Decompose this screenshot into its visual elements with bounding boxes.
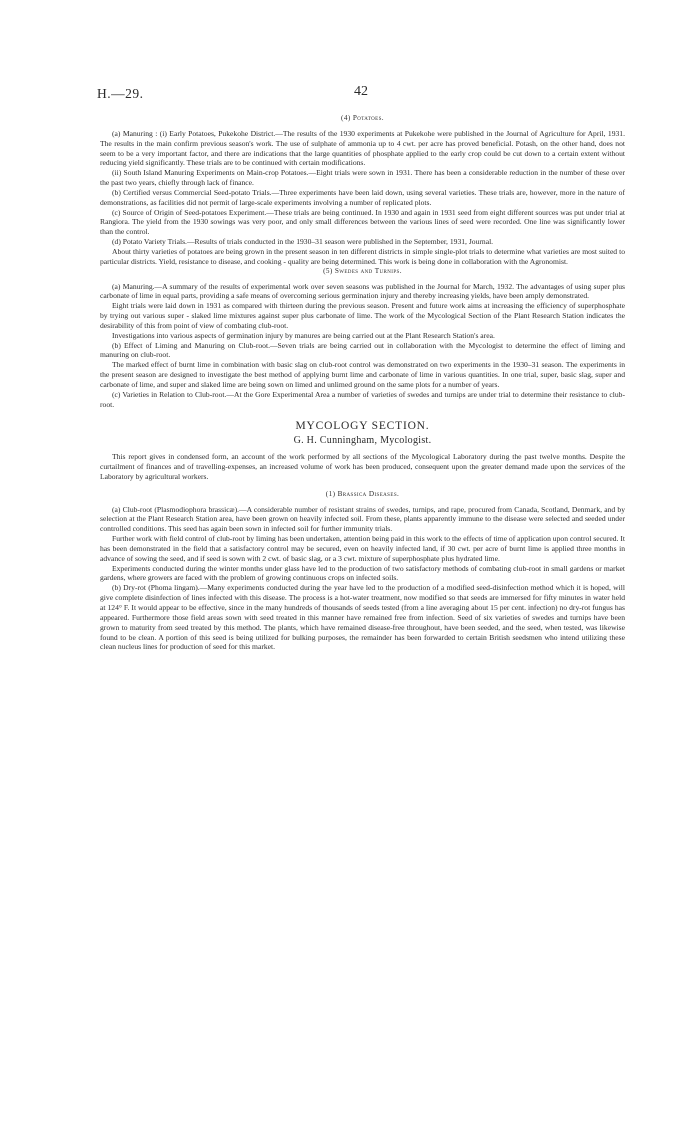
paragraph: (d) Potato Variety Trials.—Results of trials conducted in the 1930–31 season were published in the September, 1931, Journal. (112, 237, 494, 247)
parliamentary-paper-reference: H.—29. (97, 86, 144, 101)
paragraph: (b) Effect of Liming and Manuring on Club-root.—Seven trials are being carried out in collaboration with the Mycologist to determine the effect of liming and manuring on club-root. (100, 340, 625, 360)
paragraph: Eight trials were laid down in 1931 as compared with thirteen during the previous season. Present and future work aims at increasing the efficiency of superphosphate by trying out various super - slaked lime mixtures against super plus carbonate of lime. The work of the Mycological Section of the Plant Research Station indicates the desirability of this from point of view of combating club-root. (100, 301, 625, 330)
paragraph: Investigations into various aspects of germination injury by manures are being carried out at the Plant Research Station's area. (112, 330, 495, 340)
paragraph: (a) Club-root (Plasmodiophora brassicæ).—A considerable number of resistant strains of swedes, turnips, and rape, procured from Canada, Scotland, Denmark, and by selection at the Plant Research Station area, have been grown on heavily infected soil. From these, plants apparently immune to the disease were selected and seeded under controlled conditions. This seed has again been sown in infected soil for further immunity trials. (100, 504, 625, 534)
page-number: 42 (354, 84, 368, 99)
paragraph: Further work with field control of club-root by liming has been undertaken, attention being paid in this work to the effects of time of application upon control secured. It has been demonstrated in the field that a satisfactory control may be secured, even on heavily infected land, if 30 cwt. per acre of burnt lime is applied three months in advance of sowing the seed, and if seed is sown with 2 cwt. of basic slag, or a 3 cwt. mixture of superphosphate plus hydrated lime. (100, 534, 625, 563)
paragraph: Experiments conducted during the winter months under glass have led to the production of two satisfactory methods of combating club-root in small gardens or market gardens, where growers are faced with the problem of growing continuous crops on infected soils. (100, 563, 625, 583)
potatoes-heading: (4) Potatoes. (341, 114, 384, 122)
paragraph: The marked effect of burnt lime in combination with basic slag on club-root control was demonstrated on two experiments in the 1930–31 season. The experiments in the present season are designed to investigate the best method of applying burnt lime and carbonate of lime in various quantities. In one trial, super, basic slag, super and carbonate of lime, and super and slaked lime are being sown on limed and unlimed ground on the same plots for a number of years. (100, 360, 625, 389)
swedes-turnips-heading: (5) Swedes and Turnips. (323, 266, 402, 275)
paragraph: (b) Certified versus Commercial Seed-potato Trials.—Three experiments have been laid down, using several varieties. These trials are, however, more in the nature of demonstrations, as facilities did not permit of large-scale experiments involving a number of replicated plots. (100, 187, 625, 207)
paragraph: (c) Varieties in Relation to Club-root.—At the Gore Experimental Area a number of varieties of swedes and turnips are under trial to determine their resistance to club-root. (100, 389, 625, 409)
paragraph: About thirty varieties of potatoes are being grown in the present season in ten different districts in simple single-plot trials to determine what varieties are most suited to particular districts. Yield, resistance to disease, and cooking - quality are being determined. This work is being done in collaboration with the Agronomist. (100, 246, 625, 266)
brassica-diseases-heading: (1) Brassica Diseases. (325, 489, 400, 498)
paragraph: (ii) South Island Manuring Experiments on Main-crop Potatoes.—Eight trials were sown in 1931. There has been a considerable reduction in the number of these over the past two years, chiefly through lack of finance. (100, 168, 625, 188)
paragraph: (a) Manuring : (i) Early Potatoes, Pukekohe District.—The results of the 1930 experiments at Pukekohe were published in the Journal of Agriculture for April, 1931. The results in the main confirm previous season's work. The use of sulphate of ammonia up to 4 cwt. per acre has proved beneficial. Potash, on the other hand, does not seem to be a very important factor, and there are indications that the large quantities of phosphate applied to the early crop could be cut down to a certain extent without reducing yield significantly. These trials are to be continued with certain modifications. (100, 128, 625, 168)
paragraph: (c) Source of Origin of Seed-potatoes Experiment.—These trials are being continued. In 1930 and again in 1931 seed from eight different sources was put under trial at Rangiora. The yield from the 1930 sowings was very poor, and only small differences between the various lines of seed were recorded. One line was significantly lower than the control. (100, 207, 625, 237)
paragraph: (a) Manuring.—A summary of the results of experimental work over seven seasons was published in the Journal for March, 1932. The advantages of using super plus carbonate of lime in equal parts, providing a safe means of overcoming serious germination injury and thereby increasing yields, have been amply demonstrated. (100, 281, 625, 301)
paragraph: (b) Dry-rot (Phoma lingam).—Many experiments conducted during the year have led to the production of a modified seed-disinfection method which it is hoped, will give complete disinfection of lines infected with this disease. The process is a hot-water treatment, now modified so that seeds are immersed for fifty minutes in water held at 124° F. It would appear to be effective, since in the many hundreds of thousands of seeds tested (from a line averaging about 15 per cent. infection) no dry-rot fungus has appeared. Furthermore those field areas sown with seed treated in this manner have remained free from infection. Seed of six varieties of swedes and turnips have been grown to maturity from seed treated by this method. The plants, which have remained disease-free throughout, have been seeded, and the seed, when tested, was likewise found to be clean. A portion of this seed is being utilized for bulking purposes, the remainder has been forwarded to certain British seedsmen who intend utilizing these clean nucleus lines for production of seed for this market. (100, 583, 625, 652)
document-body (100, 114, 625, 652)
mycology-section-heading: MYCOLOGY SECTION. (295, 420, 430, 433)
author-line: G. H. Cunningham, Mycologist. (293, 435, 432, 447)
paragraph: This report gives in condensed form, an account of the work performed by all sections of the Mycological Laboratory during the past twelve months. Despite the curtailment of finances and of travelling-expenses, an increased volume of work has been produced, consequent upon the greater demand made upon the services of the Laboratory by agricultural workers. (100, 452, 625, 481)
